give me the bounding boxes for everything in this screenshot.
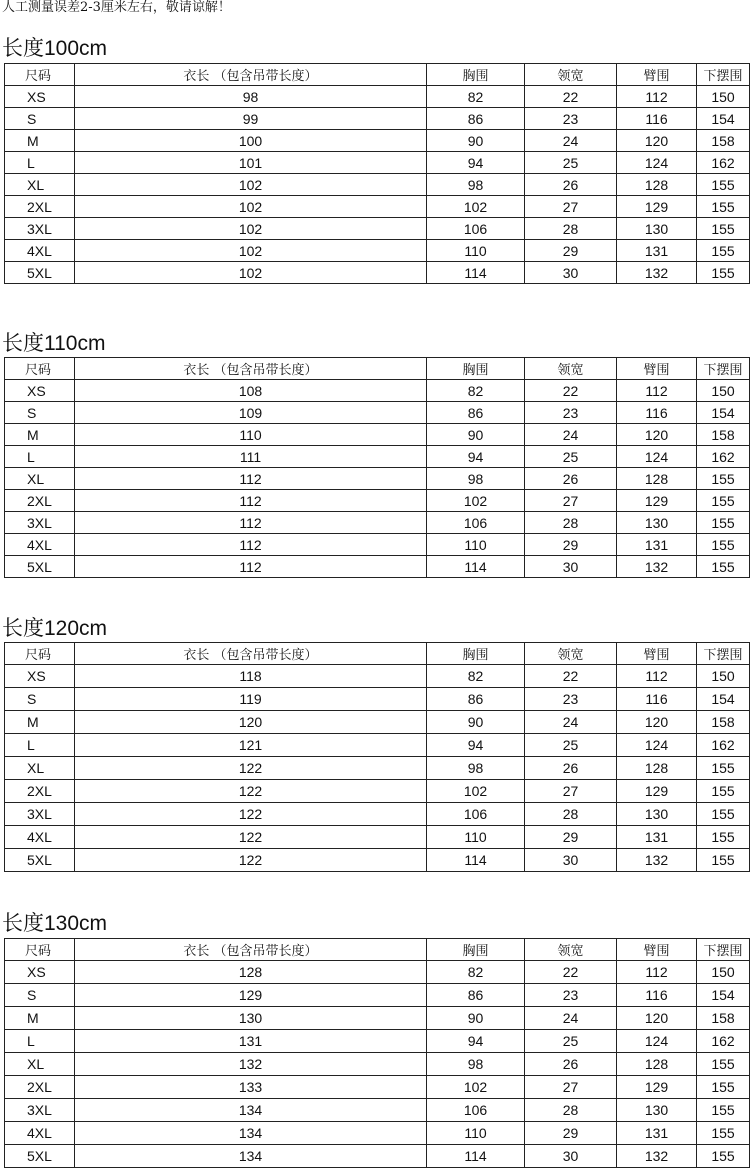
table-row <box>5 424 750 446</box>
measurement-cell: 109 <box>75 402 427 424</box>
measurement-cell: 129 <box>617 196 697 218</box>
column-header: 臂围 <box>617 64 697 86</box>
table-row <box>5 196 750 218</box>
measurement-cell: 110 <box>75 424 427 446</box>
table-row <box>5 1053 750 1076</box>
size-cell: 2XL <box>5 780 75 803</box>
size-cell: 2XL <box>5 1076 75 1099</box>
measurement-cell: 155 <box>697 803 750 826</box>
column-header: 领宽 <box>525 939 617 961</box>
table-row <box>5 130 750 152</box>
measurement-cell: 28 <box>525 218 617 240</box>
measurement-cell: 30 <box>525 849 617 872</box>
size-cell: M <box>5 1007 75 1030</box>
measurement-cell: 29 <box>525 534 617 556</box>
size-cell: S <box>5 984 75 1007</box>
measurement-cell: 131 <box>75 1030 427 1053</box>
column-header: 臂围 <box>617 939 697 961</box>
measurement-cell: 158 <box>697 711 750 734</box>
measurement-cell: 116 <box>617 688 697 711</box>
table-row <box>5 446 750 468</box>
measurement-cell: 128 <box>75 961 427 984</box>
measurement-cell: 120 <box>617 1007 697 1030</box>
measurement-cell: 110 <box>427 826 525 849</box>
column-header: 臂围 <box>617 358 697 380</box>
measurement-cell: 112 <box>617 665 697 688</box>
size-cell: XL <box>5 1053 75 1076</box>
measurement-cell: 23 <box>525 108 617 130</box>
table-row <box>5 711 750 734</box>
measurement-cell: 155 <box>697 262 750 284</box>
measurement-cell: 155 <box>697 468 750 490</box>
table-row <box>5 1007 750 1030</box>
table-row <box>5 380 750 402</box>
size-cell: 3XL <box>5 1099 75 1122</box>
table-row <box>5 757 750 780</box>
table-row <box>5 688 750 711</box>
measurement-cell: 22 <box>525 665 617 688</box>
measurement-cell: 23 <box>525 984 617 1007</box>
measurement-cell: 106 <box>427 218 525 240</box>
measurement-cell: 131 <box>617 1122 697 1145</box>
section-title-label: 长度 <box>2 911 44 935</box>
measurement-cell: 150 <box>697 380 750 402</box>
measurement-cell: 106 <box>427 803 525 826</box>
measurement-cell: 124 <box>617 1030 697 1053</box>
measurement-cell: 134 <box>75 1145 427 1168</box>
measurement-cell: 116 <box>617 984 697 1007</box>
measurement-cell: 26 <box>525 1053 617 1076</box>
measurement-cell: 27 <box>525 1076 617 1099</box>
measurement-cell: 90 <box>427 130 525 152</box>
measurement-cell: 129 <box>617 490 697 512</box>
measurement-cell: 94 <box>427 1030 525 1053</box>
size-cell: 3XL <box>5 803 75 826</box>
measurement-cell: 132 <box>617 262 697 284</box>
table-row <box>5 1030 750 1053</box>
measurement-cell: 25 <box>525 1030 617 1053</box>
measurement-cell: 98 <box>427 1053 525 1076</box>
measurement-cell: 114 <box>427 262 525 284</box>
measurement-cell: 27 <box>525 196 617 218</box>
table-row <box>5 1076 750 1099</box>
measurement-cell: 162 <box>697 1030 750 1053</box>
measurement-cell: 155 <box>697 1122 750 1145</box>
table-row <box>5 556 750 578</box>
measurement-cell: 29 <box>525 1122 617 1145</box>
size-cell: XL <box>5 757 75 780</box>
measurement-cell: 108 <box>75 380 427 402</box>
table-header-row <box>5 939 750 961</box>
measurement-cell: 158 <box>697 424 750 446</box>
section-title <box>2 911 107 936</box>
measurement-cell: 23 <box>525 688 617 711</box>
measurement-cell: 132 <box>617 1145 697 1168</box>
measurement-cell: 131 <box>617 826 697 849</box>
measurement-cell: 122 <box>75 803 427 826</box>
table-row <box>5 402 750 424</box>
section-title-length: 110cm <box>44 332 106 355</box>
measurement-cell: 106 <box>427 1099 525 1122</box>
measurement-cell: 120 <box>617 130 697 152</box>
size-table <box>4 642 750 872</box>
size-cell: M <box>5 130 75 152</box>
measurement-cell: 112 <box>75 512 427 534</box>
measurement-cell: 112 <box>617 961 697 984</box>
measurement-cell: 82 <box>427 380 525 402</box>
measurement-cell: 155 <box>697 849 750 872</box>
measurement-cell: 128 <box>617 468 697 490</box>
measurement-cell: 122 <box>75 826 427 849</box>
measurement-cell: 122 <box>75 780 427 803</box>
measurement-cell: 24 <box>525 424 617 446</box>
measurement-cell: 102 <box>75 262 427 284</box>
measurement-cell: 30 <box>525 556 617 578</box>
measurement-cell: 98 <box>427 757 525 780</box>
measurement-cell: 131 <box>617 240 697 262</box>
table-row <box>5 152 750 174</box>
measurement-cell: 155 <box>697 174 750 196</box>
measurement-cell: 114 <box>427 849 525 872</box>
section-title-label: 长度 <box>2 331 44 355</box>
size-cell: L <box>5 446 75 468</box>
measurement-cell: 82 <box>427 665 525 688</box>
measurement-cell: 28 <box>525 803 617 826</box>
column-header: 衣长 （包含吊带长度） <box>75 643 427 665</box>
measurement-cell: 155 <box>697 1145 750 1168</box>
measurement-cell: 24 <box>525 711 617 734</box>
measurement-cell: 162 <box>697 734 750 757</box>
column-header: 领宽 <box>525 358 617 380</box>
section-title <box>2 36 107 61</box>
column-header: 胸围 <box>427 64 525 86</box>
measurement-cell: 102 <box>427 490 525 512</box>
column-header: 领宽 <box>525 64 617 86</box>
size-table <box>4 357 750 578</box>
measurement-cell: 119 <box>75 688 427 711</box>
measurement-cell: 130 <box>75 1007 427 1030</box>
column-header: 衣长 （包含吊带长度） <box>75 64 427 86</box>
measurement-cell: 112 <box>75 490 427 512</box>
measurement-note: 人工测量误差2-3厘米左右，敬请谅解！ <box>2 0 231 15</box>
measurement-cell: 86 <box>427 688 525 711</box>
table-row <box>5 803 750 826</box>
measurement-cell: 82 <box>427 961 525 984</box>
measurement-cell: 86 <box>427 402 525 424</box>
size-cell: S <box>5 402 75 424</box>
column-header: 下摆围 <box>697 64 750 86</box>
table-row <box>5 240 750 262</box>
table-row <box>5 468 750 490</box>
column-header: 胸围 <box>427 358 525 380</box>
column-header: 尺码 <box>5 939 75 961</box>
column-header: 下摆围 <box>697 358 750 380</box>
column-header: 衣长 （包含吊带长度） <box>75 358 427 380</box>
column-header: 尺码 <box>5 64 75 86</box>
measurement-cell: 129 <box>617 780 697 803</box>
table-row <box>5 490 750 512</box>
size-cell: 5XL <box>5 262 75 284</box>
table-row <box>5 961 750 984</box>
measurement-cell: 102 <box>75 196 427 218</box>
measurement-cell: 155 <box>697 757 750 780</box>
measurement-cell: 155 <box>697 534 750 556</box>
measurement-cell: 155 <box>697 218 750 240</box>
measurement-cell: 110 <box>427 1122 525 1145</box>
measurement-cell: 116 <box>617 108 697 130</box>
measurement-cell: 158 <box>697 130 750 152</box>
measurement-cell: 86 <box>427 108 525 130</box>
measurement-cell: 128 <box>617 757 697 780</box>
section-title <box>2 331 105 356</box>
measurement-cell: 132 <box>617 849 697 872</box>
table-row <box>5 780 750 803</box>
measurement-cell: 114 <box>427 1145 525 1168</box>
measurement-cell: 114 <box>427 556 525 578</box>
size-cell: XL <box>5 174 75 196</box>
measurement-cell: 128 <box>617 1053 697 1076</box>
table-row <box>5 218 750 240</box>
measurement-cell: 124 <box>617 446 697 468</box>
measurement-cell: 100 <box>75 130 427 152</box>
measurement-cell: 102 <box>427 780 525 803</box>
size-cell: 5XL <box>5 556 75 578</box>
table-header-row <box>5 64 750 86</box>
measurement-cell: 98 <box>427 174 525 196</box>
column-header: 胸围 <box>427 643 525 665</box>
measurement-cell: 120 <box>617 424 697 446</box>
measurement-cell: 111 <box>75 446 427 468</box>
size-cell: 2XL <box>5 490 75 512</box>
column-header: 衣长 （包含吊带长度） <box>75 939 427 961</box>
section-title-label: 长度 <box>2 616 44 640</box>
table-row <box>5 534 750 556</box>
size-cell: XS <box>5 665 75 688</box>
section-title-label: 长度 <box>2 36 44 60</box>
table-header-row <box>5 643 750 665</box>
measurement-cell: 155 <box>697 556 750 578</box>
measurement-cell: 162 <box>697 446 750 468</box>
measurement-cell: 112 <box>617 86 697 108</box>
measurement-cell: 116 <box>617 402 697 424</box>
measurement-cell: 102 <box>75 174 427 196</box>
measurement-cell: 158 <box>697 1007 750 1030</box>
column-header: 尺码 <box>5 643 75 665</box>
measurement-cell: 22 <box>525 961 617 984</box>
measurement-cell: 130 <box>617 512 697 534</box>
measurement-cell: 28 <box>525 512 617 534</box>
column-header: 下摆围 <box>697 643 750 665</box>
measurement-cell: 25 <box>525 734 617 757</box>
measurement-cell: 155 <box>697 490 750 512</box>
size-cell: L <box>5 152 75 174</box>
measurement-cell: 94 <box>427 734 525 757</box>
measurement-cell: 155 <box>697 512 750 534</box>
measurement-cell: 154 <box>697 108 750 130</box>
measurement-cell: 155 <box>697 1099 750 1122</box>
table-row <box>5 108 750 130</box>
section-title-length: 100cm <box>44 37 108 60</box>
size-cell: XS <box>5 961 75 984</box>
measurement-cell: 124 <box>617 152 697 174</box>
measurement-cell: 112 <box>75 534 427 556</box>
table-row <box>5 262 750 284</box>
size-cell: 4XL <box>5 240 75 262</box>
measurement-cell: 26 <box>525 757 617 780</box>
table-header-row <box>5 358 750 380</box>
measurement-cell: 26 <box>525 468 617 490</box>
measurement-cell: 94 <box>427 152 525 174</box>
measurement-cell: 22 <box>525 380 617 402</box>
measurement-cell: 131 <box>617 534 697 556</box>
size-cell: 3XL <box>5 512 75 534</box>
size-cell: XL <box>5 468 75 490</box>
measurement-cell: 150 <box>697 86 750 108</box>
measurement-cell: 27 <box>525 490 617 512</box>
table-row <box>5 512 750 534</box>
measurement-cell: 134 <box>75 1122 427 1145</box>
measurement-cell: 155 <box>697 196 750 218</box>
measurement-cell: 155 <box>697 240 750 262</box>
column-header: 下摆围 <box>697 939 750 961</box>
measurement-cell: 124 <box>617 734 697 757</box>
column-header: 尺码 <box>5 358 75 380</box>
measurement-cell: 106 <box>427 512 525 534</box>
column-header: 臂围 <box>617 643 697 665</box>
column-header: 领宽 <box>525 643 617 665</box>
measurement-cell: 23 <box>525 402 617 424</box>
size-cell: 4XL <box>5 1122 75 1145</box>
measurement-cell: 28 <box>525 1099 617 1122</box>
measurement-cell: 102 <box>75 218 427 240</box>
section-title-length: 130cm <box>44 912 108 935</box>
size-cell: 2XL <box>5 196 75 218</box>
measurement-cell: 30 <box>525 262 617 284</box>
measurement-cell: 90 <box>427 711 525 734</box>
table-row <box>5 174 750 196</box>
measurement-cell: 128 <box>617 174 697 196</box>
measurement-cell: 155 <box>697 826 750 849</box>
measurement-cell: 99 <box>75 108 427 130</box>
size-cell: S <box>5 108 75 130</box>
measurement-cell: 129 <box>617 1076 697 1099</box>
measurement-cell: 110 <box>427 534 525 556</box>
measurement-cell: 130 <box>617 1099 697 1122</box>
table-row <box>5 1145 750 1168</box>
size-cell: L <box>5 1030 75 1053</box>
size-cell: M <box>5 424 75 446</box>
table-row <box>5 1122 750 1145</box>
measurement-cell: 102 <box>75 240 427 262</box>
table-row <box>5 86 750 108</box>
table-row <box>5 849 750 872</box>
measurement-cell: 24 <box>525 1007 617 1030</box>
measurement-cell: 102 <box>427 196 525 218</box>
size-cell: 4XL <box>5 826 75 849</box>
table-row <box>5 1099 750 1122</box>
measurement-cell: 154 <box>697 984 750 1007</box>
measurement-cell: 162 <box>697 152 750 174</box>
size-cell: XS <box>5 86 75 108</box>
measurement-cell: 25 <box>525 152 617 174</box>
size-cell: 5XL <box>5 849 75 872</box>
measurement-cell: 132 <box>617 556 697 578</box>
measurement-cell: 27 <box>525 780 617 803</box>
section-title-length: 120cm <box>44 617 108 640</box>
measurement-cell: 150 <box>697 961 750 984</box>
measurement-cell: 130 <box>617 803 697 826</box>
table-row <box>5 826 750 849</box>
measurement-cell: 25 <box>525 446 617 468</box>
table-row <box>5 984 750 1007</box>
measurement-cell: 120 <box>75 711 427 734</box>
measurement-cell: 94 <box>427 446 525 468</box>
size-cell: L <box>5 734 75 757</box>
table-row <box>5 734 750 757</box>
measurement-cell: 120 <box>617 711 697 734</box>
measurement-cell: 122 <box>75 757 427 780</box>
measurement-cell: 134 <box>75 1099 427 1122</box>
measurement-cell: 98 <box>427 468 525 490</box>
size-cell: M <box>5 711 75 734</box>
size-cell: 4XL <box>5 534 75 556</box>
size-table <box>4 938 750 1168</box>
measurement-cell: 132 <box>75 1053 427 1076</box>
measurement-cell: 155 <box>697 780 750 803</box>
size-table <box>4 63 750 284</box>
measurement-cell: 110 <box>427 240 525 262</box>
measurement-cell: 86 <box>427 984 525 1007</box>
measurement-cell: 154 <box>697 688 750 711</box>
measurement-cell: 102 <box>427 1076 525 1099</box>
measurement-cell: 22 <box>525 86 617 108</box>
size-cell: 3XL <box>5 218 75 240</box>
measurement-cell: 129 <box>75 984 427 1007</box>
measurement-cell: 24 <box>525 130 617 152</box>
measurement-cell: 150 <box>697 665 750 688</box>
measurement-cell: 29 <box>525 240 617 262</box>
section-title <box>2 616 107 641</box>
measurement-cell: 82 <box>427 86 525 108</box>
measurement-cell: 26 <box>525 174 617 196</box>
measurement-cell: 121 <box>75 734 427 757</box>
measurement-cell: 154 <box>697 402 750 424</box>
measurement-cell: 112 <box>617 380 697 402</box>
size-cell: 5XL <box>5 1145 75 1168</box>
column-header: 胸围 <box>427 939 525 961</box>
measurement-cell: 155 <box>697 1076 750 1099</box>
measurement-cell: 155 <box>697 1053 750 1076</box>
measurement-cell: 29 <box>525 826 617 849</box>
measurement-cell: 122 <box>75 849 427 872</box>
measurement-cell: 90 <box>427 1007 525 1030</box>
size-cell: XS <box>5 380 75 402</box>
measurement-cell: 30 <box>525 1145 617 1168</box>
measurement-cell: 118 <box>75 665 427 688</box>
measurement-cell: 101 <box>75 152 427 174</box>
measurement-cell: 90 <box>427 424 525 446</box>
measurement-cell: 133 <box>75 1076 427 1099</box>
measurement-cell: 98 <box>75 86 427 108</box>
size-cell: S <box>5 688 75 711</box>
measurement-cell: 130 <box>617 218 697 240</box>
measurement-cell: 112 <box>75 556 427 578</box>
measurement-cell: 112 <box>75 468 427 490</box>
table-row <box>5 665 750 688</box>
